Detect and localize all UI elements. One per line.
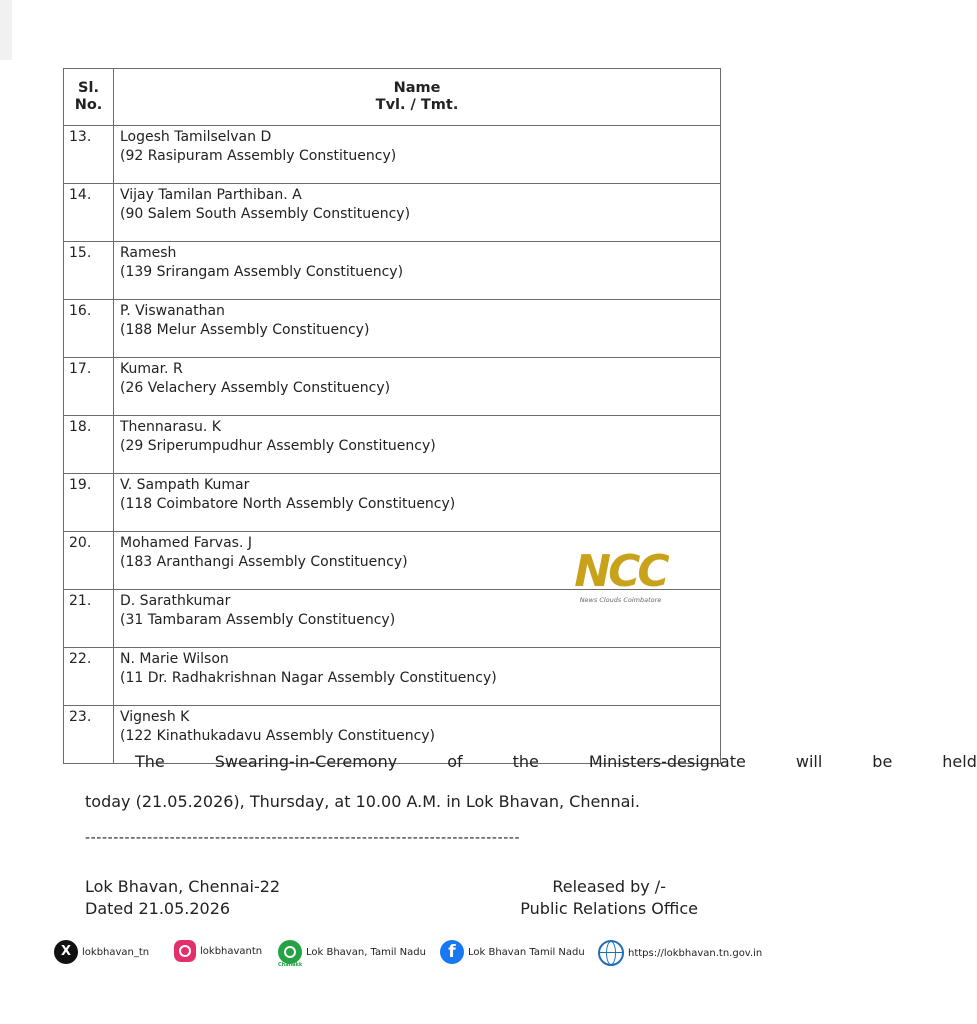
notice-word: the [512, 752, 539, 771]
table-row [64, 242, 721, 300]
name-header [114, 69, 721, 126]
ministers-table [63, 68, 721, 764]
sl-no: 18. [64, 416, 114, 474]
minister-name: V. Sampath Kumar [120, 477, 250, 493]
minister-name: Kumar. R [120, 361, 183, 377]
page-edge [0, 0, 12, 60]
footer-right [520, 876, 698, 920]
social-label: Lok Bhavan Tamil Nadu [468, 946, 585, 958]
ncc-watermark-logo [573, 548, 668, 610]
social-label: https://lokbhavan.tn.gov.in [628, 947, 763, 959]
constituency: (31 Tambaram Assembly Constituency) [120, 612, 396, 628]
sl-no: 21. [64, 590, 114, 648]
social-links-bar [54, 940, 763, 972]
dashed-divider: ----------------------------------------------------------------------------- [85, 830, 521, 846]
constituency: (26 Velachery Assembly Constituency) [120, 380, 391, 396]
minister-name: Vignesh K [120, 709, 190, 725]
minister-name: Vijay Tamilan Parthiban. A [120, 187, 302, 203]
globe-icon [598, 940, 624, 966]
sl-no: 14. [64, 184, 114, 242]
chanakya-icon [278, 940, 302, 964]
sl-no: 16. [64, 300, 114, 358]
social-chanakya[interactable] [278, 940, 426, 968]
sl-no: 19. [64, 474, 114, 532]
notice-word: The [135, 752, 165, 771]
sl-no: 15. [64, 242, 114, 300]
constituency: (183 Aranthangi Assembly Constituency) [120, 554, 408, 570]
minister-cell [114, 474, 721, 532]
name-header-line2: Tvl. / Tmt. [375, 97, 459, 113]
notice-line1 [85, 752, 977, 771]
released-by: Released by /- [552, 877, 666, 896]
constituency: (29 Sriperumpudhur Assembly Constituency) [120, 438, 436, 454]
notice-word: will [795, 752, 823, 771]
social-instagram[interactable] [174, 940, 262, 962]
minister-name: Logesh Tamilselvan D [120, 129, 272, 145]
facebook-icon [440, 940, 464, 964]
table-row [64, 126, 721, 184]
sl-no: 13. [64, 126, 114, 184]
notice-word: Ministers-designate [588, 752, 746, 771]
instagram-icon [174, 940, 196, 962]
sl-no: 17. [64, 358, 114, 416]
notice-word: held [942, 752, 977, 771]
footer-place: Lok Bhavan, Chennai-22 [85, 877, 281, 896]
sl-header-line1: Sl. [78, 80, 99, 96]
minister-cell [114, 358, 721, 416]
constituency: (90 Salem South Assembly Constituency) [120, 206, 411, 222]
table-row [64, 416, 721, 474]
sl-header-line2: No. [74, 97, 103, 113]
name-header-line1: Name [393, 80, 441, 96]
social-website[interactable] [598, 940, 762, 966]
constituency: (188 Melur Assembly Constituency) [120, 322, 370, 338]
watermark-subtitle: News Clouds Coimbatore [579, 596, 662, 604]
notice-line2: today (21.05.2026), Thursday, at 10.00 A.M. in Lok Bhavan, Chennai. [85, 792, 640, 811]
minister-cell [114, 300, 721, 358]
constituency: (92 Rasipuram Assembly Constituency) [120, 148, 397, 164]
social-label: Lok Bhavan, Tamil Nadu [306, 946, 426, 958]
footer-left [85, 876, 280, 920]
constituency: (11 Dr. Radhakrishnan Nagar Assembly Constituency) [120, 670, 497, 686]
table-row [64, 474, 721, 532]
watermark-letters: NCC [574, 546, 667, 597]
minister-name: Ramesh [120, 245, 177, 261]
minister-cell [114, 416, 721, 474]
social-label: lokbhavantn [200, 945, 263, 957]
minister-name: Mohamed Farvas. J [120, 535, 252, 551]
minister-cell [114, 648, 721, 706]
social-label: lokbhavan_tn [82, 946, 150, 958]
sl-no: 22. [64, 648, 114, 706]
table-row [64, 358, 721, 416]
public-relations-office: Public Relations Office [520, 899, 698, 918]
table-row [64, 648, 721, 706]
minister-name: D. Sarathkumar [120, 593, 231, 609]
constituency: (139 Srirangam Assembly Constituency) [120, 264, 404, 280]
sl-no: 20. [64, 532, 114, 590]
notice-word: Swearing-in-Ceremony [214, 752, 398, 771]
minister-name: P. Viswanathan [120, 303, 225, 319]
social-facebook[interactable] [440, 940, 585, 964]
sl-no-header [64, 69, 114, 126]
minister-name: Thennarasu. K [120, 419, 221, 435]
sl-no: 23. [64, 706, 114, 764]
x-icon [54, 940, 78, 964]
notice-word: be [872, 752, 893, 771]
minister-cell [114, 184, 721, 242]
table-row [64, 300, 721, 358]
social-x[interactable] [54, 940, 149, 964]
minister-cell [114, 126, 721, 184]
constituency: (122 Kinathukadavu Assembly Constituency) [120, 728, 436, 744]
table-row [64, 184, 721, 242]
minister-cell [114, 242, 721, 300]
table-header-row [64, 69, 721, 126]
footer-date: Dated 21.05.2026 [85, 899, 231, 918]
chanakya-sub-label: Chanakk [278, 962, 303, 968]
notice-word: of [447, 752, 463, 771]
minister-name: N. Marie Wilson [120, 651, 229, 667]
constituency: (118 Coimbatore North Assembly Constituency) [120, 496, 456, 512]
